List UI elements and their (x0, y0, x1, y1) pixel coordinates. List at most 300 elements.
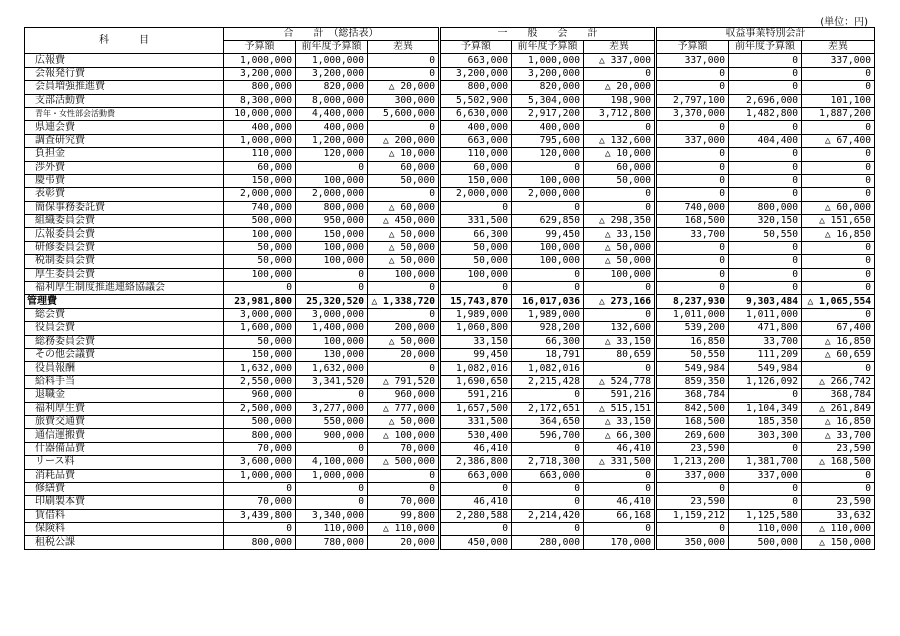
general-prev-budget-cell: 16,017,036 (512, 295, 584, 308)
revenue-budget-cell: 0 (656, 268, 729, 281)
total-prev-budget-cell: 820,000 (296, 81, 368, 94)
total-difference-cell: △ 1,338,720 (368, 295, 440, 308)
col-header-prev-budget: 前年度予算額 (296, 41, 368, 54)
revenue-budget-cell: 168,500 (656, 215, 729, 228)
revenue-difference-cell: 0 (802, 282, 875, 295)
general-budget-cell: 800,000 (440, 81, 512, 94)
general-budget-cell: 2,386,800 (440, 456, 512, 469)
table-row (25, 429, 875, 442)
total-prev-budget-cell: 100,000 (296, 174, 368, 187)
total-difference-cell: 0 (368, 188, 440, 201)
revenue-difference-cell: 0 (802, 308, 875, 321)
total-difference-cell: 0 (368, 121, 440, 134)
general-difference-cell: 100,000 (584, 268, 656, 281)
table-row (25, 268, 875, 281)
revenue-budget-cell: 368,784 (656, 389, 729, 402)
total-prev-budget-cell: 400,000 (296, 121, 368, 134)
general-prev-budget-cell: 100,000 (512, 241, 584, 254)
revenue-budget-cell: 168,500 (656, 415, 729, 428)
revenue-prev-budget-cell: 1,381,700 (729, 456, 802, 469)
revenue-prev-budget-cell: 1,125,580 (729, 509, 802, 522)
revenue-prev-budget-cell: 0 (729, 67, 802, 80)
general-budget-cell: 46,410 (440, 496, 512, 509)
total-budget-cell: 0 (224, 282, 296, 295)
total-prev-budget-cell: 100,000 (296, 241, 368, 254)
general-budget-cell: 33,150 (440, 335, 512, 348)
revenue-prev-budget-cell: 0 (729, 81, 802, 94)
table-row (25, 415, 875, 428)
revenue-budget-cell: 539,200 (656, 322, 729, 335)
row-item-name: 総務委員会費 (25, 335, 224, 348)
revenue-budget-cell: 842,500 (656, 402, 729, 415)
revenue-difference-cell: △ 33,700 (802, 429, 875, 442)
revenue-budget-cell: 16,850 (656, 335, 729, 348)
revenue-budget-cell: 337,000 (656, 54, 729, 67)
revenue-budget-cell: 859,350 (656, 375, 729, 388)
general-prev-budget-cell: 5,304,000 (512, 94, 584, 107)
general-difference-cell: △ 132,600 (584, 134, 656, 147)
row-item-name: 会員増強推進費 (25, 81, 224, 94)
revenue-prev-budget-cell: 320,150 (729, 215, 802, 228)
general-prev-budget-cell: 1,000,000 (512, 54, 584, 67)
general-prev-budget-cell: 280,000 (512, 536, 584, 549)
revenue-prev-budget-cell: 0 (729, 121, 802, 134)
revenue-difference-cell: △ 150,000 (802, 536, 875, 549)
total-difference-cell: 200,000 (368, 322, 440, 335)
revenue-prev-budget-cell: 0 (729, 174, 802, 187)
revenue-prev-budget-cell: 0 (729, 255, 802, 268)
total-difference-cell: △ 50,000 (368, 228, 440, 241)
revenue-budget-cell: 0 (656, 255, 729, 268)
row-item-name: 研修委員会費 (25, 241, 224, 254)
total-budget-cell: 100,000 (224, 228, 296, 241)
total-difference-cell: △ 10,000 (368, 148, 440, 161)
general-prev-budget-cell: 0 (512, 389, 584, 402)
revenue-budget-cell: 0 (656, 188, 729, 201)
total-budget-cell: 70,000 (224, 496, 296, 509)
row-item-name: 簡保事務委託費 (25, 201, 224, 214)
total-budget-cell: 740,000 (224, 201, 296, 214)
col-header-budget: 予算額 (440, 41, 512, 54)
total-prev-budget-cell: 4,400,000 (296, 107, 368, 120)
revenue-prev-budget-cell: 0 (729, 241, 802, 254)
total-budget-cell: 60,000 (224, 161, 296, 174)
general-prev-budget-cell: 100,000 (512, 255, 584, 268)
revenue-budget-cell: 50,550 (656, 348, 729, 361)
revenue-difference-cell: 0 (802, 161, 875, 174)
table-row (25, 482, 875, 495)
table-row (25, 456, 875, 469)
revenue-difference-cell: △ 1,065,554 (802, 295, 875, 308)
total-budget-cell: 0 (224, 523, 296, 536)
total-budget-cell: 50,000 (224, 255, 296, 268)
general-prev-budget-cell: 1,989,000 (512, 308, 584, 321)
general-difference-cell: 170,000 (584, 536, 656, 549)
general-budget-cell: 66,300 (440, 228, 512, 241)
general-prev-budget-cell: 120,000 (512, 148, 584, 161)
total-difference-cell: 100,000 (368, 268, 440, 281)
row-item-name: 会報発行費 (25, 67, 224, 80)
total-difference-cell: △ 20,000 (368, 81, 440, 94)
table-row (25, 201, 875, 214)
general-difference-cell: 80,659 (584, 348, 656, 361)
row-item-name: 総会費 (25, 308, 224, 321)
row-item-name: 什器備品費 (25, 442, 224, 455)
total-budget-cell: 70,000 (224, 442, 296, 455)
row-item-name: 賃借料 (25, 509, 224, 522)
revenue-difference-cell: △ 16,850 (802, 228, 875, 241)
general-difference-cell: 3,712,800 (584, 107, 656, 120)
revenue-difference-cell: △ 110,000 (802, 523, 875, 536)
general-prev-budget-cell: 99,450 (512, 228, 584, 241)
general-budget-cell: 400,000 (440, 121, 512, 134)
total-difference-cell: 60,000 (368, 161, 440, 174)
table-row (25, 308, 875, 321)
revenue-prev-budget-cell: 1,011,000 (729, 308, 802, 321)
general-budget-cell: 1,690,650 (440, 375, 512, 388)
col-header-prev-budget: 前年度予算額 (729, 41, 802, 54)
total-budget-cell: 2,550,000 (224, 375, 296, 388)
general-budget-cell: 50,000 (440, 241, 512, 254)
revenue-prev-budget-cell: 1,482,800 (729, 107, 802, 120)
table-row (25, 295, 875, 308)
total-prev-budget-cell: 3,341,520 (296, 375, 368, 388)
total-budget-cell: 800,000 (224, 536, 296, 549)
revenue-prev-budget-cell: 33,700 (729, 335, 802, 348)
revenue-difference-cell: △ 60,000 (802, 201, 875, 214)
revenue-difference-cell: 0 (802, 469, 875, 482)
total-budget-cell: 1,000,000 (224, 469, 296, 482)
revenue-budget-cell: 0 (656, 67, 729, 80)
general-budget-cell: 0 (440, 282, 512, 295)
revenue-difference-cell: 0 (802, 362, 875, 375)
general-budget-cell: 663,000 (440, 54, 512, 67)
general-budget-cell: 1,989,000 (440, 308, 512, 321)
total-difference-cell: △ 777,000 (368, 402, 440, 415)
row-item-name: 厚生委員会費 (25, 268, 224, 281)
revenue-budget-cell: 337,000 (656, 134, 729, 147)
row-item-name: 広報委員会費 (25, 228, 224, 241)
general-budget-cell: 2,280,588 (440, 509, 512, 522)
col-header-difference: 差異 (368, 41, 440, 54)
row-item-name: 役員会費 (25, 322, 224, 335)
revenue-budget-cell: 350,000 (656, 536, 729, 549)
total-budget-cell: 3,000,000 (224, 308, 296, 321)
general-budget-cell: 99,450 (440, 348, 512, 361)
total-budget-cell: 100,000 (224, 268, 296, 281)
revenue-difference-cell: △ 168,500 (802, 456, 875, 469)
revenue-budget-cell: 1,011,000 (656, 308, 729, 321)
general-prev-budget-cell: 795,600 (512, 134, 584, 147)
general-budget-cell: 6,630,000 (440, 107, 512, 120)
general-prev-budget-cell: 364,650 (512, 415, 584, 428)
row-item-name: 青年・女性部会活動費 (25, 107, 224, 120)
revenue-budget-cell: 0 (656, 161, 729, 174)
table-row (25, 335, 875, 348)
table-row (25, 81, 875, 94)
revenue-difference-cell: 0 (802, 482, 875, 495)
revenue-difference-cell: △ 16,850 (802, 335, 875, 348)
table-row (25, 134, 875, 147)
general-difference-cell: 591,216 (584, 389, 656, 402)
revenue-difference-cell: △ 151,650 (802, 215, 875, 228)
table-row (25, 469, 875, 482)
total-difference-cell: △ 791,520 (368, 375, 440, 388)
revenue-difference-cell: △ 261,849 (802, 402, 875, 415)
total-difference-cell: △ 500,000 (368, 456, 440, 469)
revenue-prev-budget-cell: 0 (729, 442, 802, 455)
revenue-prev-budget-cell: 0 (729, 389, 802, 402)
revenue-prev-budget-cell: 471,800 (729, 322, 802, 335)
revenue-prev-budget-cell: 337,000 (729, 469, 802, 482)
total-difference-cell: 300,000 (368, 94, 440, 107)
total-difference-cell: 0 (368, 282, 440, 295)
general-budget-cell: 150,000 (440, 174, 512, 187)
general-budget-cell: 2,000,000 (440, 188, 512, 201)
total-prev-budget-cell: 3,000,000 (296, 308, 368, 321)
subject-header: 科 目 (25, 28, 224, 54)
total-prev-budget-cell: 2,000,000 (296, 188, 368, 201)
row-item-name: 慶弔費 (25, 174, 224, 187)
revenue-budget-cell: 23,590 (656, 442, 729, 455)
total-budget-cell: 110,000 (224, 148, 296, 161)
total-prev-budget-cell: 1,200,000 (296, 134, 368, 147)
revenue-prev-budget-cell: 185,350 (729, 415, 802, 428)
total-budget-cell: 10,000,000 (224, 107, 296, 120)
revenue-difference-cell: 337,000 (802, 54, 875, 67)
revenue-budget-cell: 2,797,100 (656, 94, 729, 107)
general-prev-budget-cell: 100,000 (512, 174, 584, 187)
general-budget-cell: 331,500 (440, 215, 512, 228)
general-difference-cell: 0 (584, 121, 656, 134)
total-difference-cell: △ 50,000 (368, 255, 440, 268)
revenue-prev-budget-cell: 303,300 (729, 429, 802, 442)
row-item-name: 調査研究費 (25, 134, 224, 147)
revenue-prev-budget-cell: 0 (729, 148, 802, 161)
total-prev-budget-cell: 0 (296, 268, 368, 281)
total-budget-cell: 800,000 (224, 81, 296, 94)
general-budget-cell: 46,410 (440, 442, 512, 455)
revenue-budget-cell: 549,984 (656, 362, 729, 375)
general-budget-cell: 5,502,900 (440, 94, 512, 107)
general-difference-cell: 0 (584, 362, 656, 375)
general-prev-budget-cell: 820,000 (512, 81, 584, 94)
general-difference-cell: △ 273,166 (584, 295, 656, 308)
total-prev-budget-cell: 4,100,000 (296, 456, 368, 469)
general-difference-cell: 0 (584, 308, 656, 321)
total-prev-budget-cell: 3,277,000 (296, 402, 368, 415)
revenue-prev-budget-cell: 50,550 (729, 228, 802, 241)
revenue-prev-budget-cell: 2,696,000 (729, 94, 802, 107)
total-budget-cell: 2,000,000 (224, 188, 296, 201)
total-prev-budget-cell: 25,320,520 (296, 295, 368, 308)
total-budget-cell: 960,000 (224, 389, 296, 402)
unit-label: (単位：円) (820, 17, 868, 28)
revenue-difference-cell: 0 (802, 67, 875, 80)
revenue-difference-cell: 0 (802, 188, 875, 201)
total-difference-cell: 70,000 (368, 442, 440, 455)
row-item-name: 組織委員会費 (25, 215, 224, 228)
revenue-prev-budget-cell: 0 (729, 54, 802, 67)
general-budget-cell: 0 (440, 523, 512, 536)
general-difference-cell: △ 298,350 (584, 215, 656, 228)
general-prev-budget-cell: 596,700 (512, 429, 584, 442)
general-prev-budget-cell: 0 (512, 268, 584, 281)
revenue-difference-cell: 0 (802, 121, 875, 134)
general-prev-budget-cell: 0 (512, 201, 584, 214)
total-difference-cell: 20,000 (368, 536, 440, 549)
revenue-difference-cell: 23,590 (802, 496, 875, 509)
general-difference-cell: △ 66,300 (584, 429, 656, 442)
total-prev-budget-cell: 550,000 (296, 415, 368, 428)
general-difference-cell: △ 33,150 (584, 228, 656, 241)
total-difference-cell: △ 60,000 (368, 201, 440, 214)
row-item-name: 印刷製本費 (25, 496, 224, 509)
total-budget-cell: 3,200,000 (224, 67, 296, 80)
row-item-name: 支部活動費 (25, 94, 224, 107)
revenue-budget-cell: 0 (656, 241, 729, 254)
general-budget-cell: 15,743,870 (440, 295, 512, 308)
table-row (25, 523, 875, 536)
general-prev-budget-cell: 18,791 (512, 348, 584, 361)
total-prev-budget-cell: 1,400,000 (296, 322, 368, 335)
table-row (25, 442, 875, 455)
total-budget-cell: 400,000 (224, 121, 296, 134)
general-budget-cell: 3,200,000 (440, 67, 512, 80)
revenue-prev-budget-cell: 0 (729, 282, 802, 295)
general-difference-cell: △ 337,000 (584, 54, 656, 67)
general-prev-budget-cell: 928,200 (512, 322, 584, 335)
table-row (25, 402, 875, 415)
group-header-revenue: 収益事業特別会計 (656, 28, 875, 41)
total-prev-budget-cell: 1,000,000 (296, 54, 368, 67)
revenue-budget-cell: 0 (656, 121, 729, 134)
total-prev-budget-cell: 950,000 (296, 215, 368, 228)
revenue-prev-budget-cell: 110,000 (729, 523, 802, 536)
general-difference-cell: 60,000 (584, 161, 656, 174)
budget-table (24, 27, 875, 550)
revenue-budget-cell: 1,159,212 (656, 509, 729, 522)
general-prev-budget-cell: 3,200,000 (512, 67, 584, 80)
general-budget-cell: 450,000 (440, 536, 512, 549)
revenue-budget-cell: 0 (656, 174, 729, 187)
table-row (25, 509, 875, 522)
general-difference-cell: △ 20,000 (584, 81, 656, 94)
general-difference-cell: △ 331,500 (584, 456, 656, 469)
table-row (25, 94, 875, 107)
col-header-difference: 差異 (802, 41, 875, 54)
general-difference-cell: 46,410 (584, 442, 656, 455)
total-prev-budget-cell: 150,000 (296, 228, 368, 241)
total-difference-cell: 0 (368, 308, 440, 321)
col-header-prev-budget: 前年度予算額 (512, 41, 584, 54)
total-prev-budget-cell: 110,000 (296, 523, 368, 536)
general-difference-cell: △ 33,150 (584, 335, 656, 348)
total-budget-cell: 50,000 (224, 241, 296, 254)
table-row (25, 174, 875, 187)
general-prev-budget-cell: 2,214,420 (512, 509, 584, 522)
total-difference-cell: △ 200,000 (368, 134, 440, 147)
revenue-prev-budget-cell: 0 (729, 161, 802, 174)
total-prev-budget-cell: 1,000,000 (296, 469, 368, 482)
general-difference-cell: 46,410 (584, 496, 656, 509)
revenue-prev-budget-cell: 0 (729, 188, 802, 201)
total-difference-cell: 0 (368, 67, 440, 80)
general-budget-cell: 1,060,800 (440, 322, 512, 335)
revenue-budget-cell: 740,000 (656, 201, 729, 214)
total-difference-cell: 50,000 (368, 174, 440, 187)
total-difference-cell: 0 (368, 54, 440, 67)
revenue-difference-cell: 23,590 (802, 442, 875, 455)
total-difference-cell: △ 50,000 (368, 335, 440, 348)
row-item-name: 修繕費 (25, 482, 224, 495)
total-prev-budget-cell: 0 (296, 389, 368, 402)
general-prev-budget-cell: 663,000 (512, 469, 584, 482)
row-item-name: 管理費 (25, 295, 224, 308)
general-prev-budget-cell: 629,850 (512, 215, 584, 228)
row-item-name: 税制委員会費 (25, 255, 224, 268)
total-difference-cell: 20,000 (368, 348, 440, 361)
general-prev-budget-cell: 0 (512, 161, 584, 174)
general-difference-cell: △ 33,150 (584, 415, 656, 428)
table-row (25, 67, 875, 80)
total-difference-cell: 0 (368, 362, 440, 375)
revenue-prev-budget-cell: 500,000 (729, 536, 802, 549)
table-row (25, 348, 875, 361)
general-budget-cell: 1,082,016 (440, 362, 512, 375)
table-row (25, 107, 875, 120)
row-item-name: 福利厚生制度推進連絡協議会 (25, 282, 224, 295)
table-row (25, 362, 875, 375)
general-budget-cell: 331,500 (440, 415, 512, 428)
revenue-budget-cell: 0 (656, 523, 729, 536)
col-header-budget: 予算額 (224, 41, 296, 54)
total-difference-cell: △ 50,000 (368, 241, 440, 254)
table-row (25, 54, 875, 67)
table-row (25, 255, 875, 268)
general-difference-cell: △ 10,000 (584, 148, 656, 161)
revenue-prev-budget-cell: 0 (729, 482, 802, 495)
revenue-difference-cell: △ 266,742 (802, 375, 875, 388)
total-difference-cell: 5,600,000 (368, 107, 440, 120)
revenue-prev-budget-cell: 1,104,349 (729, 402, 802, 415)
table-row (25, 161, 875, 174)
total-budget-cell: 150,000 (224, 348, 296, 361)
general-budget-cell: 1,657,500 (440, 402, 512, 415)
row-item-name: 通信運搬費 (25, 429, 224, 442)
general-prev-budget-cell: 2,000,000 (512, 188, 584, 201)
general-budget-cell: 591,216 (440, 389, 512, 402)
total-budget-cell: 1,632,000 (224, 362, 296, 375)
revenue-budget-cell: 23,590 (656, 496, 729, 509)
revenue-budget-cell: 0 (656, 81, 729, 94)
total-budget-cell: 3,600,000 (224, 456, 296, 469)
total-difference-cell: 0 (368, 482, 440, 495)
revenue-prev-budget-cell: 549,984 (729, 362, 802, 375)
revenue-difference-cell: 0 (802, 81, 875, 94)
general-difference-cell: △ 515,151 (584, 402, 656, 415)
row-item-name: 退職金 (25, 389, 224, 402)
revenue-difference-cell: 67,400 (802, 322, 875, 335)
general-prev-budget-cell: 2,718,300 (512, 456, 584, 469)
total-difference-cell: △ 50,000 (368, 415, 440, 428)
revenue-budget-cell: 3,370,000 (656, 107, 729, 120)
general-budget-cell: 50,000 (440, 255, 512, 268)
general-difference-cell: 0 (584, 67, 656, 80)
total-prev-budget-cell: 780,000 (296, 536, 368, 549)
total-difference-cell: △ 110,000 (368, 523, 440, 536)
total-prev-budget-cell: 100,000 (296, 255, 368, 268)
